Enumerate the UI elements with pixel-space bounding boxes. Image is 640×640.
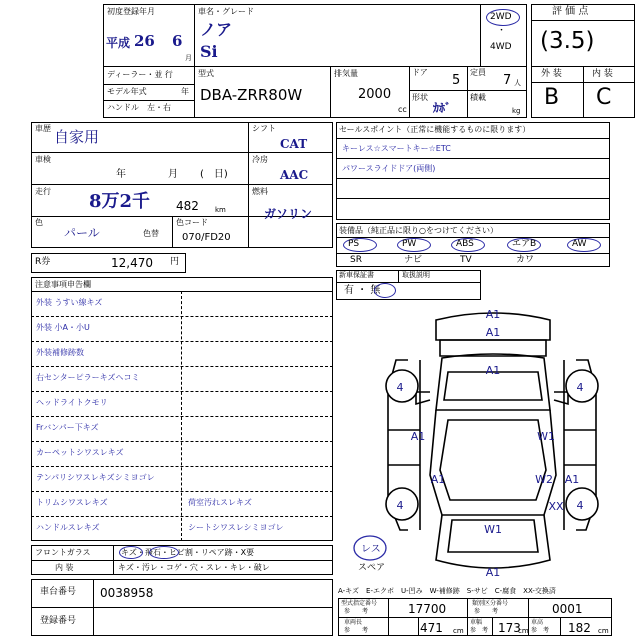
model-type-label: 型式 bbox=[198, 69, 214, 78]
equipment-title: 装備品（純正品に限り○をつけてください） bbox=[339, 226, 498, 235]
model-year-label: モデル年式 bbox=[107, 87, 147, 96]
exterior-label: 外 装 bbox=[541, 69, 562, 79]
warranty-label-1: 新車保証書 bbox=[339, 271, 374, 279]
note-item: 外装 小A・小U bbox=[36, 323, 90, 332]
damage-mark: A1 bbox=[485, 566, 501, 579]
notes-divider bbox=[31, 366, 333, 367]
damage-mark: XX bbox=[548, 500, 564, 513]
cert-no: 17700 bbox=[408, 602, 447, 616]
sales-line2: パワースライドドア(両側) bbox=[342, 164, 436, 173]
equipment-item: AW bbox=[572, 239, 587, 249]
front-glass-label: フロントガラス bbox=[35, 548, 91, 557]
score-title: 評 価 点 bbox=[552, 6, 589, 17]
mileage-label: 走行 bbox=[35, 187, 51, 196]
glass-interior-value: キズ・汚レ・コゲ・穴・スレ・キレ・破レ bbox=[118, 563, 270, 572]
warranty-value: 有 ・ 無 bbox=[344, 285, 381, 296]
name-grade-label: 車名・グレード bbox=[198, 7, 254, 16]
inspection-day-unit: ( 日) bbox=[200, 169, 228, 180]
class-sub: 参 考 bbox=[474, 608, 499, 615]
spare-text: スペア bbox=[358, 563, 386, 573]
note-item-right: シートシワスレシミヨゴレ bbox=[188, 523, 284, 532]
damage-mark: W1 bbox=[537, 430, 555, 443]
mileage-sub: 482 bbox=[176, 199, 199, 213]
reg-month-unit: 月 bbox=[185, 54, 192, 62]
front-glass-circle-1 bbox=[119, 546, 143, 559]
damage-mark: A1 bbox=[430, 473, 446, 486]
door-label: ドア bbox=[412, 68, 428, 77]
displacement: 2000 bbox=[358, 87, 392, 102]
load-label: 積載 bbox=[470, 93, 486, 102]
class-no: 0001 bbox=[552, 602, 583, 616]
spare-label: レス bbox=[361, 544, 381, 555]
note-item: Frバンパー下キズ bbox=[36, 423, 99, 432]
car-name: ノア bbox=[200, 20, 233, 39]
notes-divider bbox=[31, 316, 333, 317]
note-item: トリムシワスレキズ bbox=[36, 498, 108, 507]
color-code-label: 色コード bbox=[176, 218, 208, 227]
shift: CAT bbox=[280, 137, 308, 151]
reg-year: 26 bbox=[134, 32, 155, 50]
note-item: 外装 うすい線キズ bbox=[36, 298, 103, 307]
shift-label: シフト bbox=[252, 124, 276, 133]
note-item: 外装補修跡数 bbox=[36, 348, 84, 357]
recycle: 12,470 bbox=[111, 256, 153, 270]
cc-unit: cc bbox=[398, 105, 407, 114]
doors: 5 bbox=[452, 73, 461, 88]
chassis-label: 車台番号 bbox=[40, 587, 77, 597]
front-glass-circle-2 bbox=[149, 546, 179, 559]
equipment-item: ナビ bbox=[404, 255, 423, 265]
model-code: DBA-ZRR80W bbox=[200, 86, 303, 104]
equipment-item: ABS bbox=[456, 239, 474, 249]
damage-mark: W2 bbox=[535, 473, 553, 486]
drive-4wd: 4WD bbox=[490, 42, 512, 52]
inspection-label: 車検 bbox=[35, 155, 51, 164]
damage-mark: 4 bbox=[396, 381, 404, 394]
damage-mark: 4 bbox=[576, 499, 584, 512]
class-label: 類別区分番号 bbox=[472, 600, 509, 607]
color-code: 070/FD20 bbox=[182, 232, 231, 243]
height: 182 bbox=[568, 621, 591, 635]
shape-label: 形状 bbox=[412, 93, 428, 102]
damage-mark: W1 bbox=[484, 523, 502, 536]
damage-mark: A1 bbox=[485, 308, 501, 321]
color: パール bbox=[64, 226, 100, 240]
recycle-box bbox=[31, 253, 186, 273]
equipment-item: PS bbox=[348, 239, 360, 249]
usage: 自家用 bbox=[54, 128, 100, 146]
capacity-label: 定員 bbox=[470, 68, 486, 77]
length-unit: cm bbox=[453, 627, 464, 635]
equipment-item: PW bbox=[402, 239, 417, 249]
recycle-label: R券 bbox=[35, 257, 51, 267]
capacity: 7 bbox=[503, 73, 512, 88]
warranty-label-2: 取扱説明 bbox=[402, 271, 430, 279]
note-item: ヘッドライトクモリ bbox=[36, 398, 108, 407]
interior-score: C bbox=[596, 85, 612, 110]
interior-label: 内 装 bbox=[592, 69, 613, 79]
damage-mark: A1 bbox=[410, 430, 426, 443]
car-grade: Si bbox=[200, 42, 218, 61]
glass-interior-label: 内 装 bbox=[55, 563, 74, 572]
equipment-item: TV bbox=[460, 255, 472, 265]
height-label: 車高 bbox=[531, 619, 544, 626]
notes-divider bbox=[31, 341, 333, 342]
load-unit: kg bbox=[512, 107, 521, 115]
width: 173 bbox=[498, 621, 521, 635]
ac: AAC bbox=[280, 168, 309, 182]
notes-divider bbox=[31, 416, 333, 417]
usage-label: 車歴 bbox=[35, 124, 51, 133]
shape: ｶﾎﾞ bbox=[433, 101, 452, 115]
note-item: カーペットシワスレキズ bbox=[36, 448, 124, 457]
recycle-unit: 円 bbox=[170, 257, 180, 267]
notes-divider bbox=[31, 491, 333, 492]
notes-divider bbox=[31, 516, 333, 517]
notes-divider bbox=[31, 441, 333, 442]
mileage-unit: km bbox=[215, 206, 226, 214]
front-glass-value: キズ・飛石・ヒビ割・リペア跡・X要 bbox=[121, 548, 255, 557]
color-label: 色 bbox=[35, 218, 43, 227]
equipment-item: カワ bbox=[516, 255, 535, 265]
equipment-item: SR bbox=[350, 255, 362, 265]
length-sub: 参 考 bbox=[344, 627, 369, 634]
note-item: ハンドルスレキズ bbox=[36, 523, 100, 532]
height-unit: cm bbox=[598, 627, 609, 635]
sales-title: セールスポイント（正常に機能するものに限ります） bbox=[339, 125, 531, 134]
notes-title: 注意事項申告欄 bbox=[35, 280, 91, 289]
note-item-right: 荷室汚れスレキズ bbox=[188, 498, 252, 507]
width-unit: cm bbox=[518, 627, 529, 635]
score-overall: (3.5) bbox=[540, 28, 595, 54]
damage-mark: 4 bbox=[396, 499, 404, 512]
inspection-month-unit: 月 bbox=[168, 169, 178, 180]
dealer-label: ディーラー・並 行 bbox=[107, 70, 173, 79]
fuel: ガソリン bbox=[264, 207, 313, 221]
car-diagram bbox=[336, 300, 636, 584]
damage-mark: 4 bbox=[576, 381, 584, 394]
damage-mark: A1 bbox=[485, 326, 501, 339]
drive-dot: ・ bbox=[497, 26, 507, 36]
reg-year-label: 初度登録年月 bbox=[107, 7, 155, 16]
mileage-main: 8万2千 bbox=[89, 191, 151, 212]
damage-mark: A1 bbox=[564, 473, 580, 486]
note-item: 右センターピラーキズヘコミ bbox=[36, 373, 140, 382]
displacement-label: 排気量 bbox=[334, 69, 358, 78]
color-change-label: 色替 bbox=[143, 229, 159, 238]
height-sub: 参 考 bbox=[531, 627, 550, 634]
notes-divider bbox=[31, 466, 333, 467]
cert-sub: 参 考 bbox=[344, 608, 369, 615]
drive-2wd: 2WD bbox=[490, 12, 512, 22]
sales-line1: キーレス☆スマートキー☆ETC bbox=[342, 144, 451, 153]
reg-label: 登録番号 bbox=[40, 616, 77, 626]
inspection-year-unit: 年 bbox=[116, 169, 126, 180]
ac-label: 冷房 bbox=[252, 155, 268, 164]
chassis-no: 0038958 bbox=[100, 586, 154, 600]
length: 471 bbox=[420, 621, 443, 635]
notes-divider bbox=[31, 391, 333, 392]
fuel-label: 燃料 bbox=[252, 187, 268, 196]
damage-mark: A1 bbox=[485, 364, 501, 377]
note-item: テンパリシワスレキズシミヨゴレ bbox=[36, 473, 155, 482]
equipment-item: エアB bbox=[512, 239, 537, 249]
length-label: 車両長 bbox=[344, 619, 363, 626]
cert-label: 型式指定番号 bbox=[341, 600, 378, 607]
reg-era: 平成 bbox=[106, 36, 131, 50]
width-sub: 参 考 bbox=[470, 627, 489, 634]
reg-month: 6 bbox=[172, 32, 183, 50]
model-year-unit: 年 bbox=[181, 87, 189, 96]
exterior-score: B bbox=[544, 85, 560, 110]
handle-label: ハンドル 左・右 bbox=[107, 103, 171, 112]
warranty-circle bbox=[374, 283, 396, 298]
capacity-unit: 人 bbox=[514, 79, 521, 87]
width-label: 車幅 bbox=[470, 619, 483, 626]
legend: A-キズ E-エクボ U-凹み W-補修跡 S-サビ C-腐食 XX-交換済 bbox=[338, 587, 556, 595]
